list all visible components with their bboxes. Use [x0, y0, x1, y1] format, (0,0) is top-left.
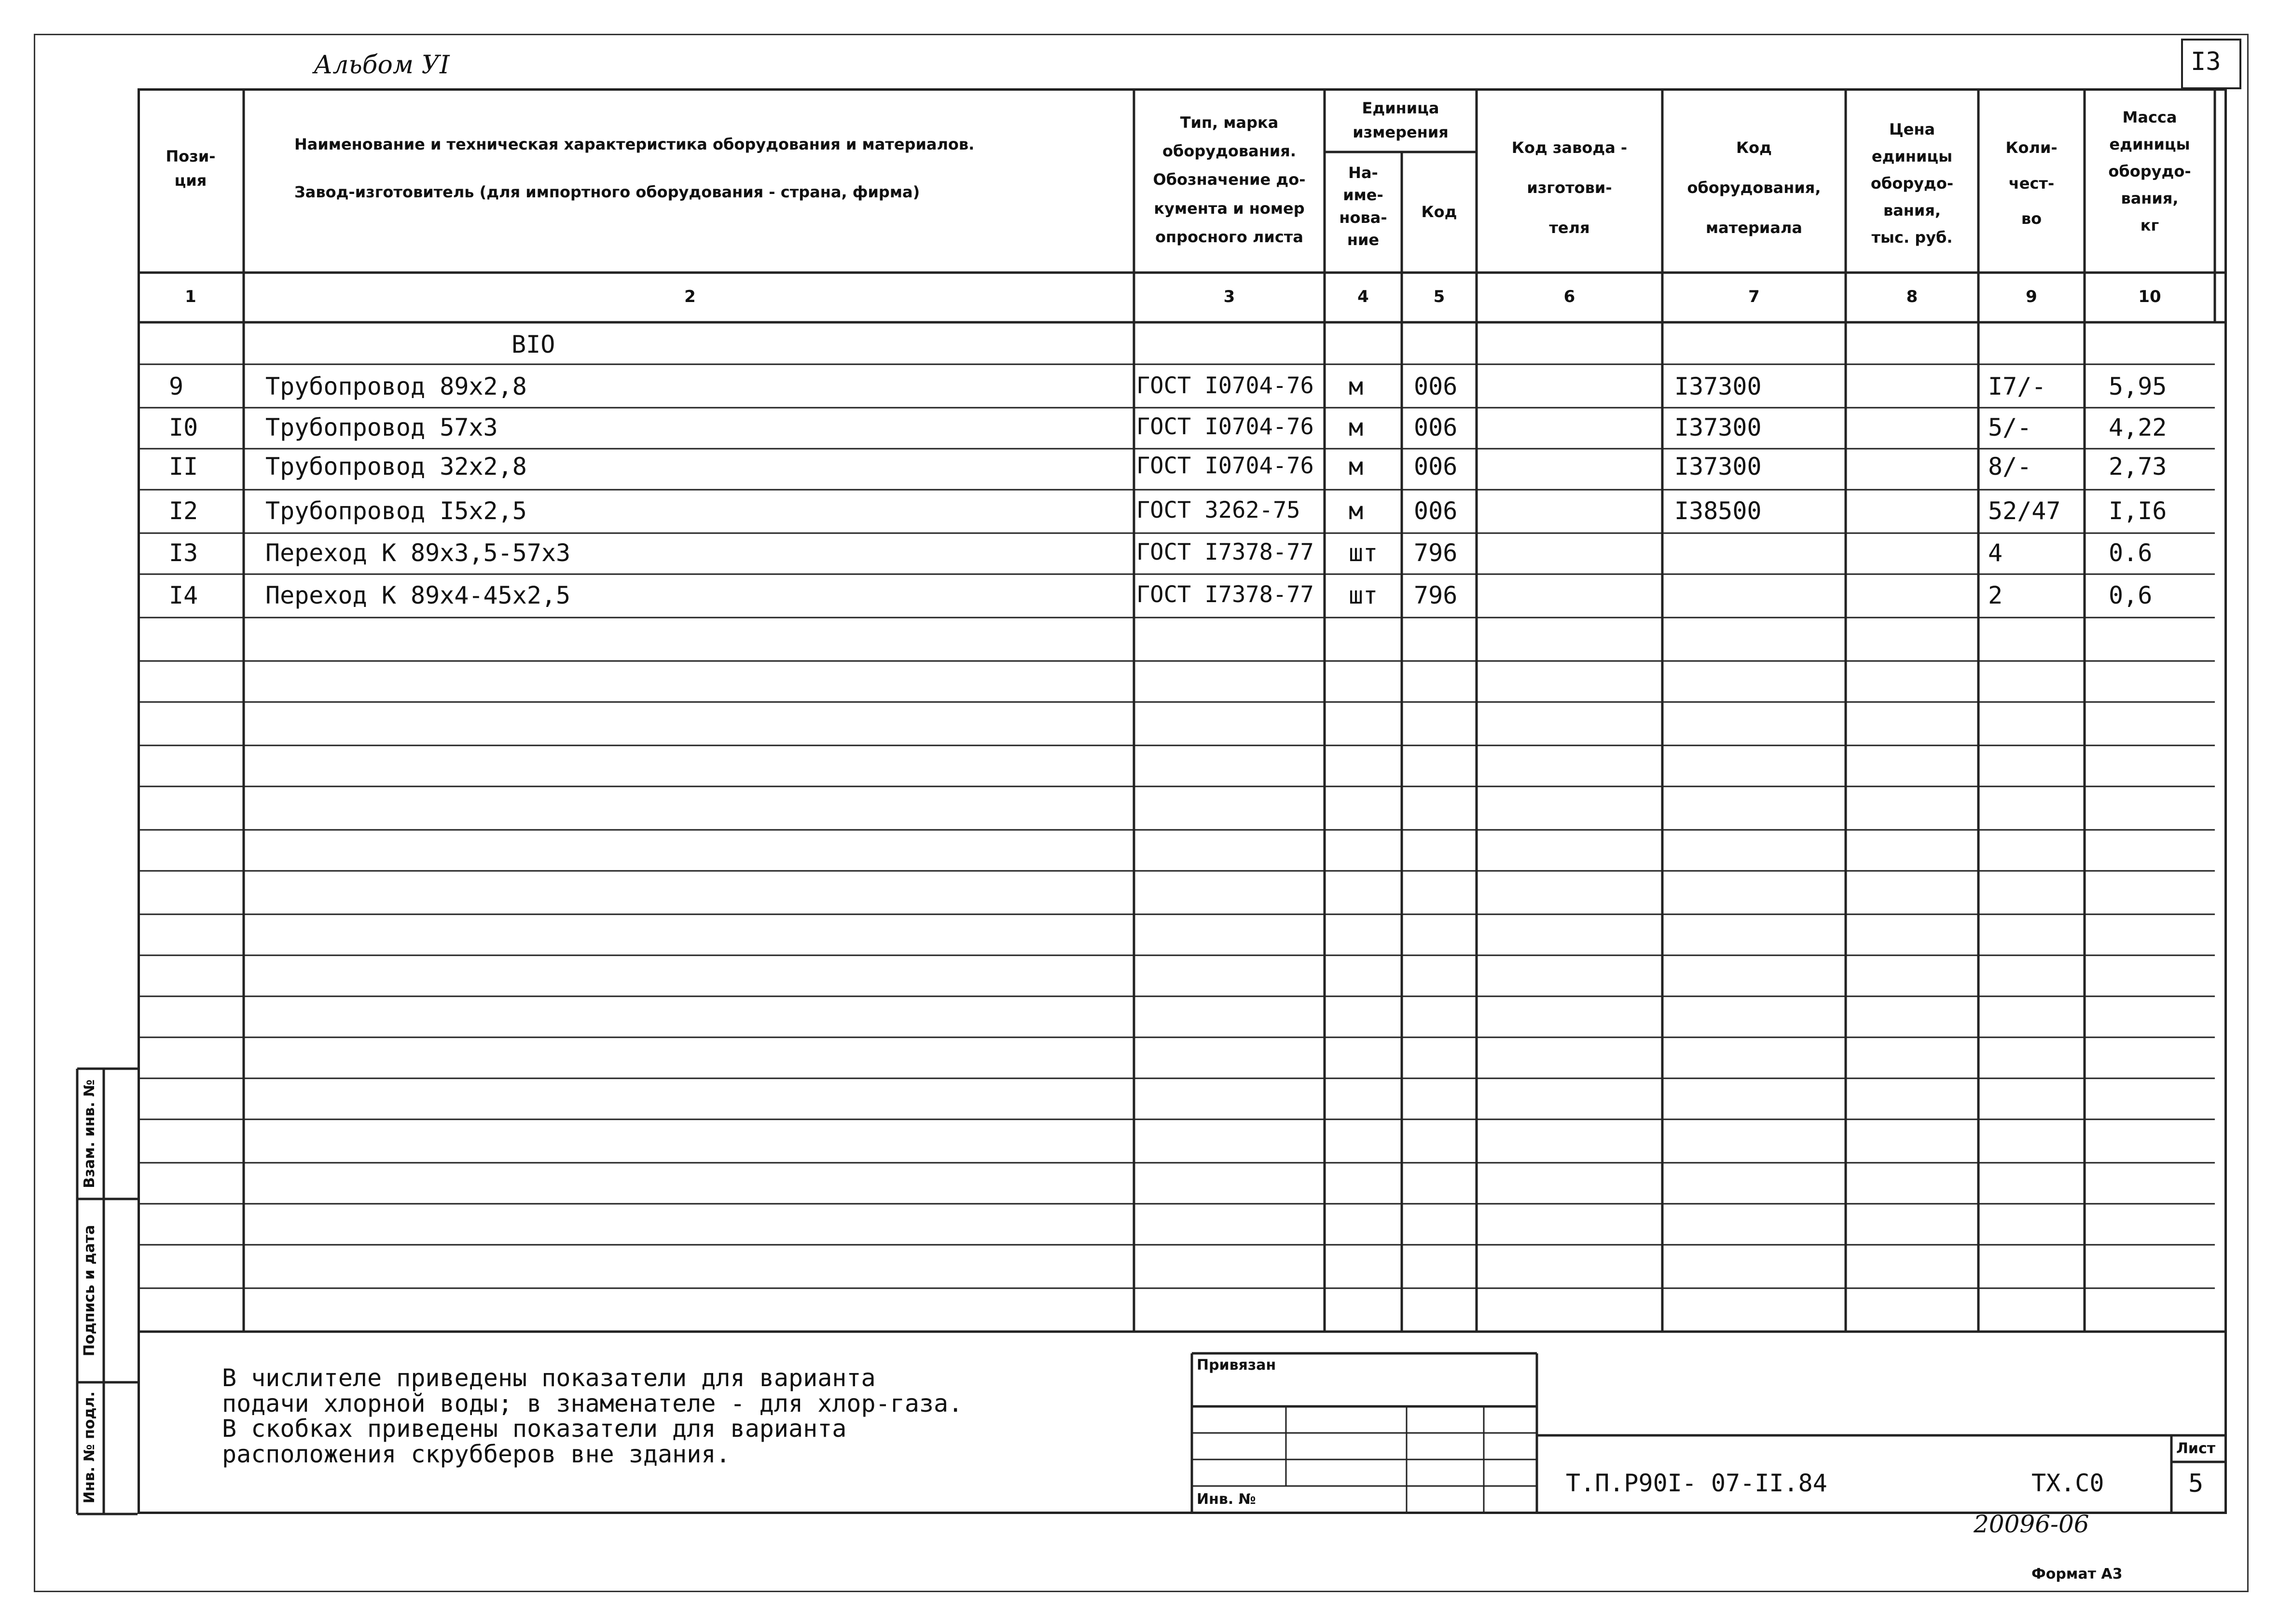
col-7-number: 7	[1748, 287, 1760, 306]
col-2-number: 2	[684, 287, 696, 306]
row-unit: м	[1349, 497, 1364, 525]
row-eqcode: I37300	[1674, 453, 1762, 481]
row-name: Переход К 89х3,5-57х3	[265, 539, 571, 567]
col-4-title: На- име- нова- ние	[1339, 164, 1387, 249]
row-qty: 52/47	[1988, 497, 2061, 525]
row-name: Трубопровод 89х2,8	[265, 372, 527, 400]
col-7-title: Код оборудования, материала	[1687, 138, 1821, 237]
col-9-number: 9	[2026, 287, 2037, 306]
row-eqcode: I37300	[1674, 413, 1762, 441]
sheet-number: 5	[2188, 1469, 2204, 1498]
row-eqcode: I37300	[1674, 372, 1762, 400]
col-8-number: 8	[1906, 287, 1918, 306]
row-doc: ГОСТ I0704-76	[1136, 453, 1314, 479]
row-code: 796	[1414, 539, 1458, 567]
row-code: 006	[1414, 372, 1458, 400]
unit-group-title: Единица измерения	[1353, 99, 1449, 141]
row-position: I3	[169, 539, 198, 567]
col-5-title: Код	[1421, 203, 1457, 221]
col-10-number: 10	[2138, 287, 2161, 306]
row-unit: м	[1349, 413, 1364, 441]
stamp-privyazan: Привязан	[1197, 1357, 1276, 1374]
row-mass: 5,95	[2109, 372, 2167, 400]
sheet-label: Лист	[2176, 1440, 2216, 1457]
doc-mark: ТХ.С0	[2031, 1469, 2104, 1497]
row-unit: шт	[1349, 581, 1378, 609]
row-name: Трубопровод 57х3	[265, 413, 498, 441]
row-position: I4	[169, 581, 198, 609]
row-mass: 0,6	[2109, 581, 2153, 609]
col-3-number: 3	[1223, 287, 1235, 306]
col-5-number: 5	[1433, 287, 1445, 306]
col-6-title: Код завода - изготови- теля	[1511, 138, 1628, 237]
col-3-title: Тип, марка оборудования. Обозначение до- кумента и номер опросного листа	[1153, 113, 1306, 246]
row-qty: I7/-	[1988, 372, 2046, 400]
row-code: 006	[1414, 497, 1458, 525]
side-label-signature-date: Подпись и дата	[81, 1225, 98, 1357]
col-10-title: Масса единицы оборудо- вания, кг	[2108, 108, 2191, 234]
row-qty: 5/-	[1988, 413, 2032, 441]
row-code: 006	[1414, 413, 1458, 441]
row-doc: ГОСТ I0704-76	[1136, 413, 1314, 440]
section-title: BIO	[511, 330, 555, 358]
row-doc: ГОСТ 3262-75	[1136, 497, 1300, 523]
footnote: В числителе приведены показатели для варианта подачи хлорной воды; в знаменателе - для хлор-газа. В скобках приведены показатели для варианта расположения скрубберов вне здания.	[222, 1364, 963, 1468]
corner-page-number: I3	[2191, 47, 2221, 76]
row-qty: 4	[1988, 539, 2003, 567]
row-code: 006	[1414, 453, 1458, 481]
col-4-number: 4	[1357, 287, 1369, 306]
format-label: Формат А3	[2031, 1566, 2123, 1583]
col-1-number: 1	[185, 287, 196, 306]
row-unit: м	[1349, 453, 1364, 481]
col-6-number: 6	[1563, 287, 1575, 306]
row-doc: ГОСТ I0704-76	[1136, 372, 1314, 399]
row-name: Трубопровод 32х2,8	[265, 453, 527, 481]
row-mass: I,I6	[2109, 497, 2167, 525]
row-doc: ГОСТ I7378-77	[1136, 539, 1314, 565]
row-position: I2	[169, 497, 198, 525]
row-doc: ГОСТ I7378-77	[1136, 581, 1314, 608]
row-unit: м	[1349, 372, 1364, 400]
side-label-inv-orig: Инв. № подл.	[81, 1391, 98, 1504]
col-9-title: Коли- чест- во	[2005, 138, 2058, 228]
col-8-title: Цена единицы оборудо- вания, тыс. руб.	[1870, 120, 1954, 247]
row-position: II	[169, 453, 198, 481]
row-position: I0	[169, 413, 198, 441]
row-qty: 2	[1988, 581, 2003, 609]
row-position: 9	[169, 372, 184, 400]
row-unit: шт	[1349, 539, 1378, 567]
doc-code: Т.П.Р90I- 07-II.84	[1566, 1469, 1827, 1497]
row-mass: 4,22	[2109, 413, 2167, 441]
row-name: Переход К 89х4-45х2,5	[265, 581, 571, 609]
row-eqcode: I38500	[1674, 497, 1762, 525]
side-label-replaced-inv: Взам. инв. №	[81, 1079, 98, 1188]
row-code: 796	[1414, 581, 1458, 609]
row-name: Трубопровод I5х2,5	[265, 497, 527, 525]
stamp-inv-no: Инв. №	[1197, 1491, 1256, 1508]
col-1-title: Пози- ция	[166, 147, 216, 190]
row-mass: 2,73	[2109, 453, 2167, 481]
album-label: Альбом УI	[314, 51, 450, 80]
archive-number: 20096-06	[1974, 1510, 2089, 1538]
col-2-title: Наименование и техническая характеристика оборудования и материалов. Завод-изготовитель (для импортного оборудования - страна, фирма)	[294, 135, 975, 202]
row-mass: 0.6	[2109, 539, 2153, 567]
row-qty: 8/-	[1988, 453, 2032, 481]
